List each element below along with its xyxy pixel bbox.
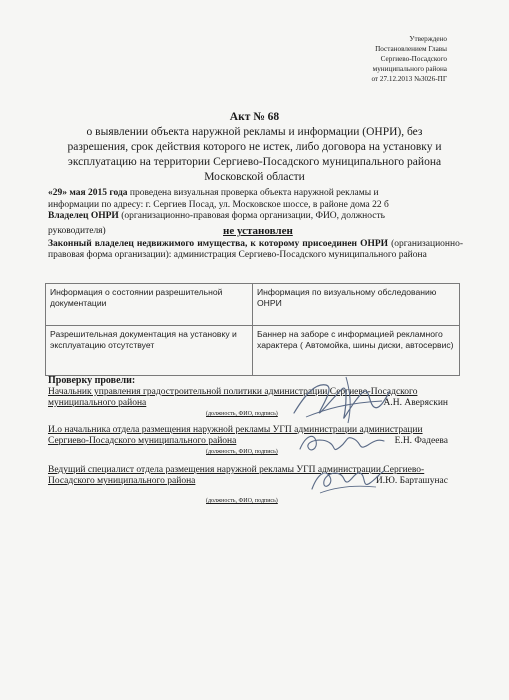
approval-line-4: муниципального района <box>372 65 447 73</box>
signature-block-2 <box>48 425 458 465</box>
sig3-name: И.Ю. Барташунас <box>375 476 448 486</box>
owner-label: Владелец ОНРИ <box>48 211 119 221</box>
sig1-line-2: муниципального района <box>48 398 147 408</box>
landowner-text: (организационно-правовая форма организации): администрация Сергиево-Посадского муниципального района <box>48 239 464 260</box>
owner-description-2: руководителя) <box>48 226 106 236</box>
sig3-line-2: Посадского муниципального района <box>48 476 196 486</box>
title-line-3: эксплуатацию на территории Сергиево-Посадского муниципального района <box>67 156 442 168</box>
table-header-right: Информация по визуальному обследованию ОНРИ <box>253 284 460 326</box>
signature-block-3 <box>48 465 458 505</box>
title-line-2: разрешения, срок действия которого не истек, либо договора на установку и <box>67 141 442 153</box>
sig1-name: А.Н. Аверяскин <box>383 398 448 408</box>
inspection-intro <box>48 188 463 223</box>
handwritten-signature-2 <box>296 429 386 457</box>
landowner-label: Законный владелец недвижимого имущества, к которому присоединен ОНРИ <box>48 239 389 249</box>
sig2-line-2: Сергиево-Посадского муниципального района <box>48 436 237 446</box>
act-number: Акт № 68 <box>229 111 280 123</box>
sig2-caption: (должность, ФИО, подпись) <box>206 449 278 455</box>
signature-block-1 <box>48 387 458 427</box>
owner-status-row <box>48 226 468 237</box>
intro-text-1: проведена визуальная проверка объекта наружной рекламы и <box>127 188 379 198</box>
sig3-caption: (должность, ФИО, подпись) <box>206 498 278 504</box>
intro-address: информации по адресу: г. Сергиев Посад, ул. Московское шоссе, в районе дома 22 б <box>48 199 389 210</box>
table-cell-right: Баннер на заборе с информацией рекламного характера ( Автомойка, шины диски, автосервис) <box>253 326 460 376</box>
sig1-line-1: Начальник управления градостроительной политики администрации Сергиево-Посадского <box>48 387 418 397</box>
table-header-left: Информация о состоянии разрешительной документации <box>46 284 253 326</box>
handwritten-signature-1 <box>286 373 396 427</box>
sig3-line-1: Ведущий специалист отдела размещения наружной рекламы УГП администрации Сергиево- <box>48 465 425 475</box>
approval-line-3: Сергиево-Посадского <box>380 55 447 63</box>
approval-line-5: от 27.12.2013 №3026-ПГ <box>371 75 447 83</box>
documentation-table <box>45 283 460 376</box>
approval-line-2: Постановлением Главы <box>375 45 447 53</box>
table-cell-left: Разрешительная документация на установку и эксплуатацию отсутствует <box>46 326 253 376</box>
owner-status: не установлен <box>223 225 293 237</box>
sig1-caption: (должность, ФИО, подпись) <box>206 411 278 417</box>
landowner-paragraph <box>48 239 463 261</box>
document-title <box>60 110 449 185</box>
sig2-line-1: И.о начальника отдела размещения наружной рекламы УГП администрации администрации <box>48 425 423 435</box>
title-line-4: Московской области <box>204 171 305 183</box>
title-line-1: о выявлении объекта наружной рекламы и информации (ОНРИ), без <box>86 126 423 138</box>
table-row <box>46 326 460 376</box>
handwritten-signature-3 <box>306 463 386 497</box>
approval-line-1: Утверждено <box>409 35 447 43</box>
sig2-name: Е.Н. Фадеева <box>394 436 448 446</box>
approval-stamp <box>327 34 447 84</box>
inspection-date: «29» мая 2015 года <box>48 188 128 198</box>
table-header-row <box>46 284 460 326</box>
inspectors-heading: Проверку провели: <box>48 375 136 386</box>
owner-description: (организационно-правовая форма организации, ФИО, должность <box>118 211 385 221</box>
